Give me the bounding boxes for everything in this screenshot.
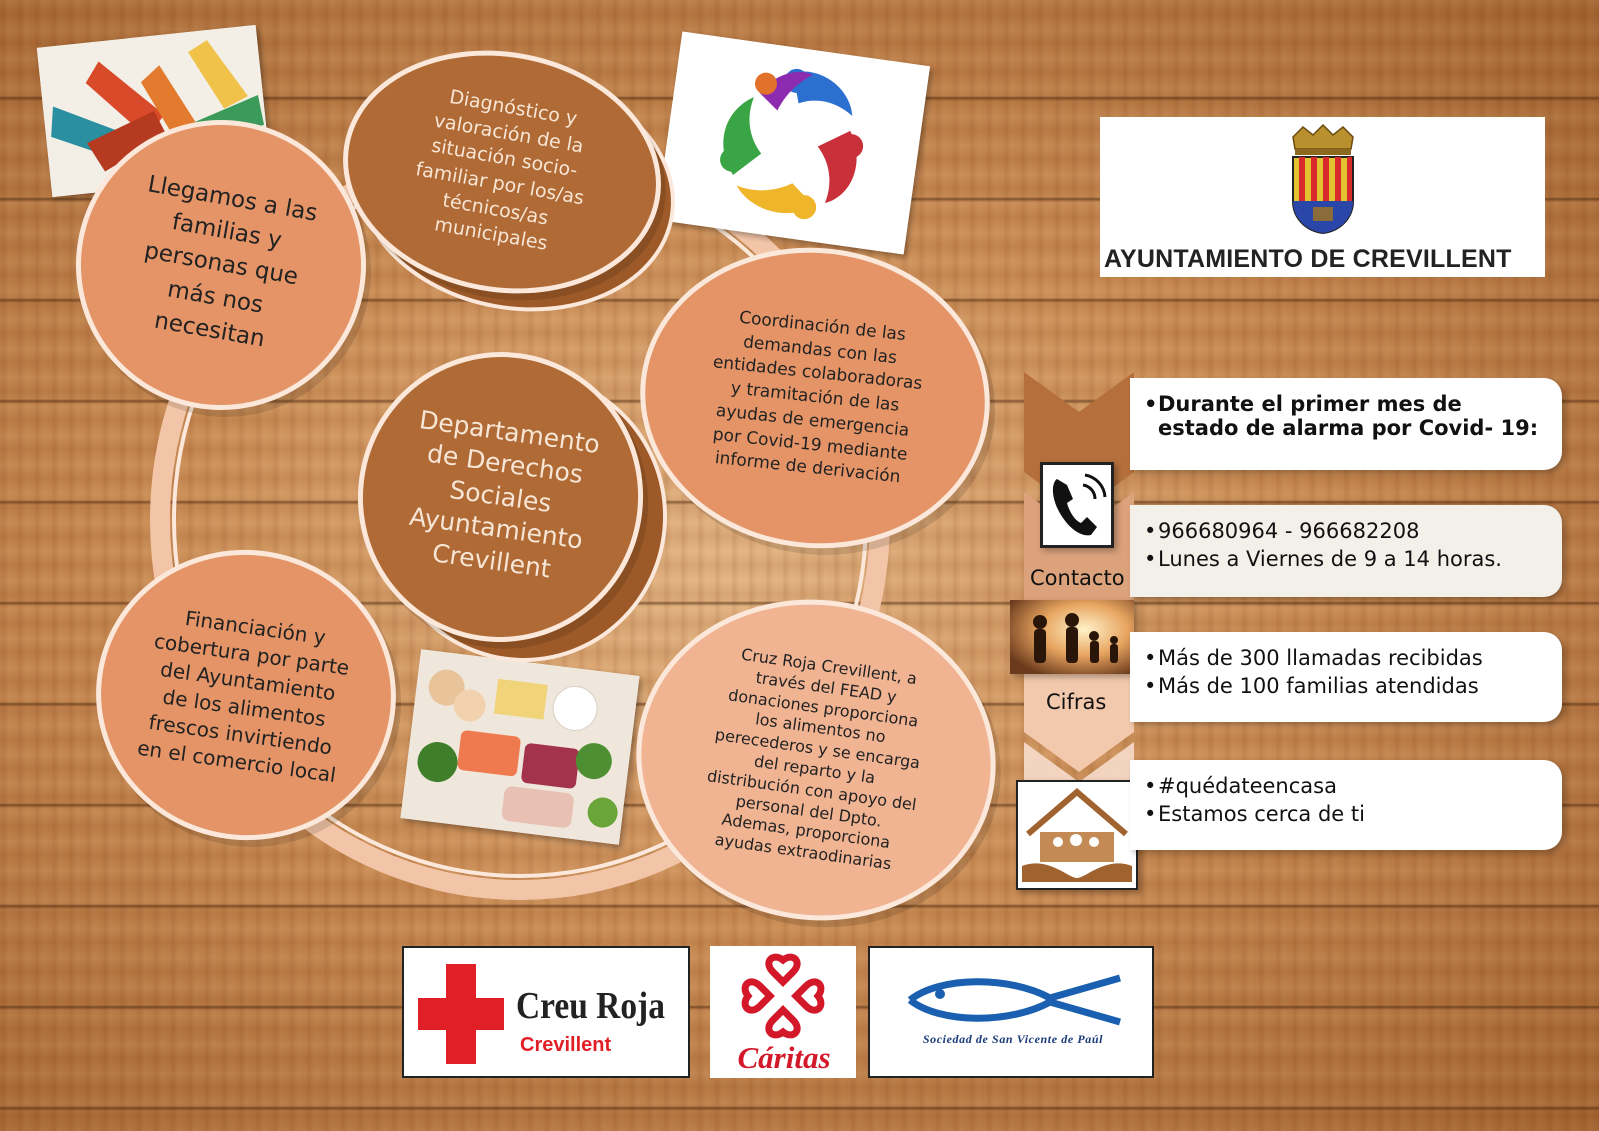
contact-line [1144, 519, 1548, 543]
reaching-families-text: Llegamos a las familias y personas que más nos necesitan [142, 170, 320, 353]
creu-roja-title: Creu Roja [516, 985, 665, 1027]
intro-text: Durante el primer mes de estado de alarma por Covid- 19: [1158, 392, 1539, 440]
bullet-icon: • [1144, 802, 1157, 826]
figures-families: Más de 100 familias atendidas [1158, 674, 1479, 698]
family-icon [1010, 600, 1134, 674]
home-care-icon [1018, 782, 1136, 888]
fresh-food-image [400, 649, 639, 845]
center-department-text: Departamento de Derechos Sociales Ayuntamiento Crevillent [407, 404, 602, 584]
caritas-logo [710, 946, 856, 1078]
ssvp-title: Sociedad de San Vicente de Paúl [922, 1032, 1104, 1046]
closing-line [1144, 802, 1548, 826]
fish-icon [900, 970, 1130, 1030]
contact-hours: Lunes a Viernes de 9 a 14 horas. [1158, 547, 1502, 571]
contact-box [1130, 505, 1562, 597]
caritas-cross-icon [738, 950, 828, 1042]
coat-of-arms-icon [1285, 123, 1361, 235]
family-silhouette-image [1010, 600, 1134, 674]
figures-label: Cifras [1046, 690, 1107, 714]
figures-calls: Más de 300 llamadas recibidas [1158, 646, 1483, 670]
financing-text: Financiación y cobertura por parte del Ayuntamiento de los alimentos frescos invirtiendo en el comercio local [135, 605, 351, 788]
closing-line [1144, 774, 1548, 798]
figures-line [1144, 674, 1548, 698]
phone-icon [1043, 465, 1111, 545]
intro-line [1144, 392, 1548, 440]
bullet-icon: • [1144, 547, 1157, 571]
contact-label: Contacto [1030, 566, 1125, 590]
bullet-icon: • [1144, 646, 1157, 670]
food-icon [400, 649, 639, 845]
bullet-icon: • [1144, 392, 1158, 416]
red-cross-text: Cruz Roja Crevillent, a través del FEAD y donaciones proporciona los alimentos no perecederos y se encarga del reparto y la distribución con apoyo del personal del Dpto. Ademas, proporciona ayudas extraodinarias [705, 644, 922, 874]
phone-image [1040, 462, 1114, 548]
people-circle-image [656, 32, 930, 255]
bullet-icon: • [1144, 519, 1157, 543]
figures-line [1144, 646, 1548, 670]
diagnosis-text: Diagnóstico y valoración de la situación socio- familiar por los/as técnicos/as municipales [414, 86, 586, 256]
intro-box [1130, 378, 1562, 470]
creu-roja-logo [402, 946, 690, 1078]
ssvp-logo [868, 946, 1154, 1078]
caritas-title: Cáritas [737, 1040, 831, 1075]
coordination-text: Coordinación de las demandas con las entidades colaboradoras y tramitación de las ayudas de emergencia por Covid-19 mediante informe de derivación [711, 307, 924, 488]
closing-message: Estamos cerca de ti [1158, 802, 1365, 826]
ayuntamiento-logo-text: AYUNTAMIENTO DE CREVILLENT [1104, 245, 1512, 273]
contact-phones: 966680964 - 966682208 [1158, 519, 1420, 543]
closing-box [1130, 760, 1562, 850]
closing-hashtag: #quédateencasa [1158, 774, 1337, 798]
creu-roja-subtitle: Crevillent [520, 1034, 612, 1056]
bullet-icon: • [1144, 674, 1157, 698]
ayuntamiento-logo [1100, 117, 1545, 277]
home-hands-image [1016, 780, 1138, 890]
bullet-icon: • [1144, 774, 1157, 798]
red-cross-icon [418, 964, 504, 1064]
contact-line [1144, 547, 1548, 571]
people-circle-icon [656, 32, 930, 255]
figures-box [1130, 632, 1562, 722]
